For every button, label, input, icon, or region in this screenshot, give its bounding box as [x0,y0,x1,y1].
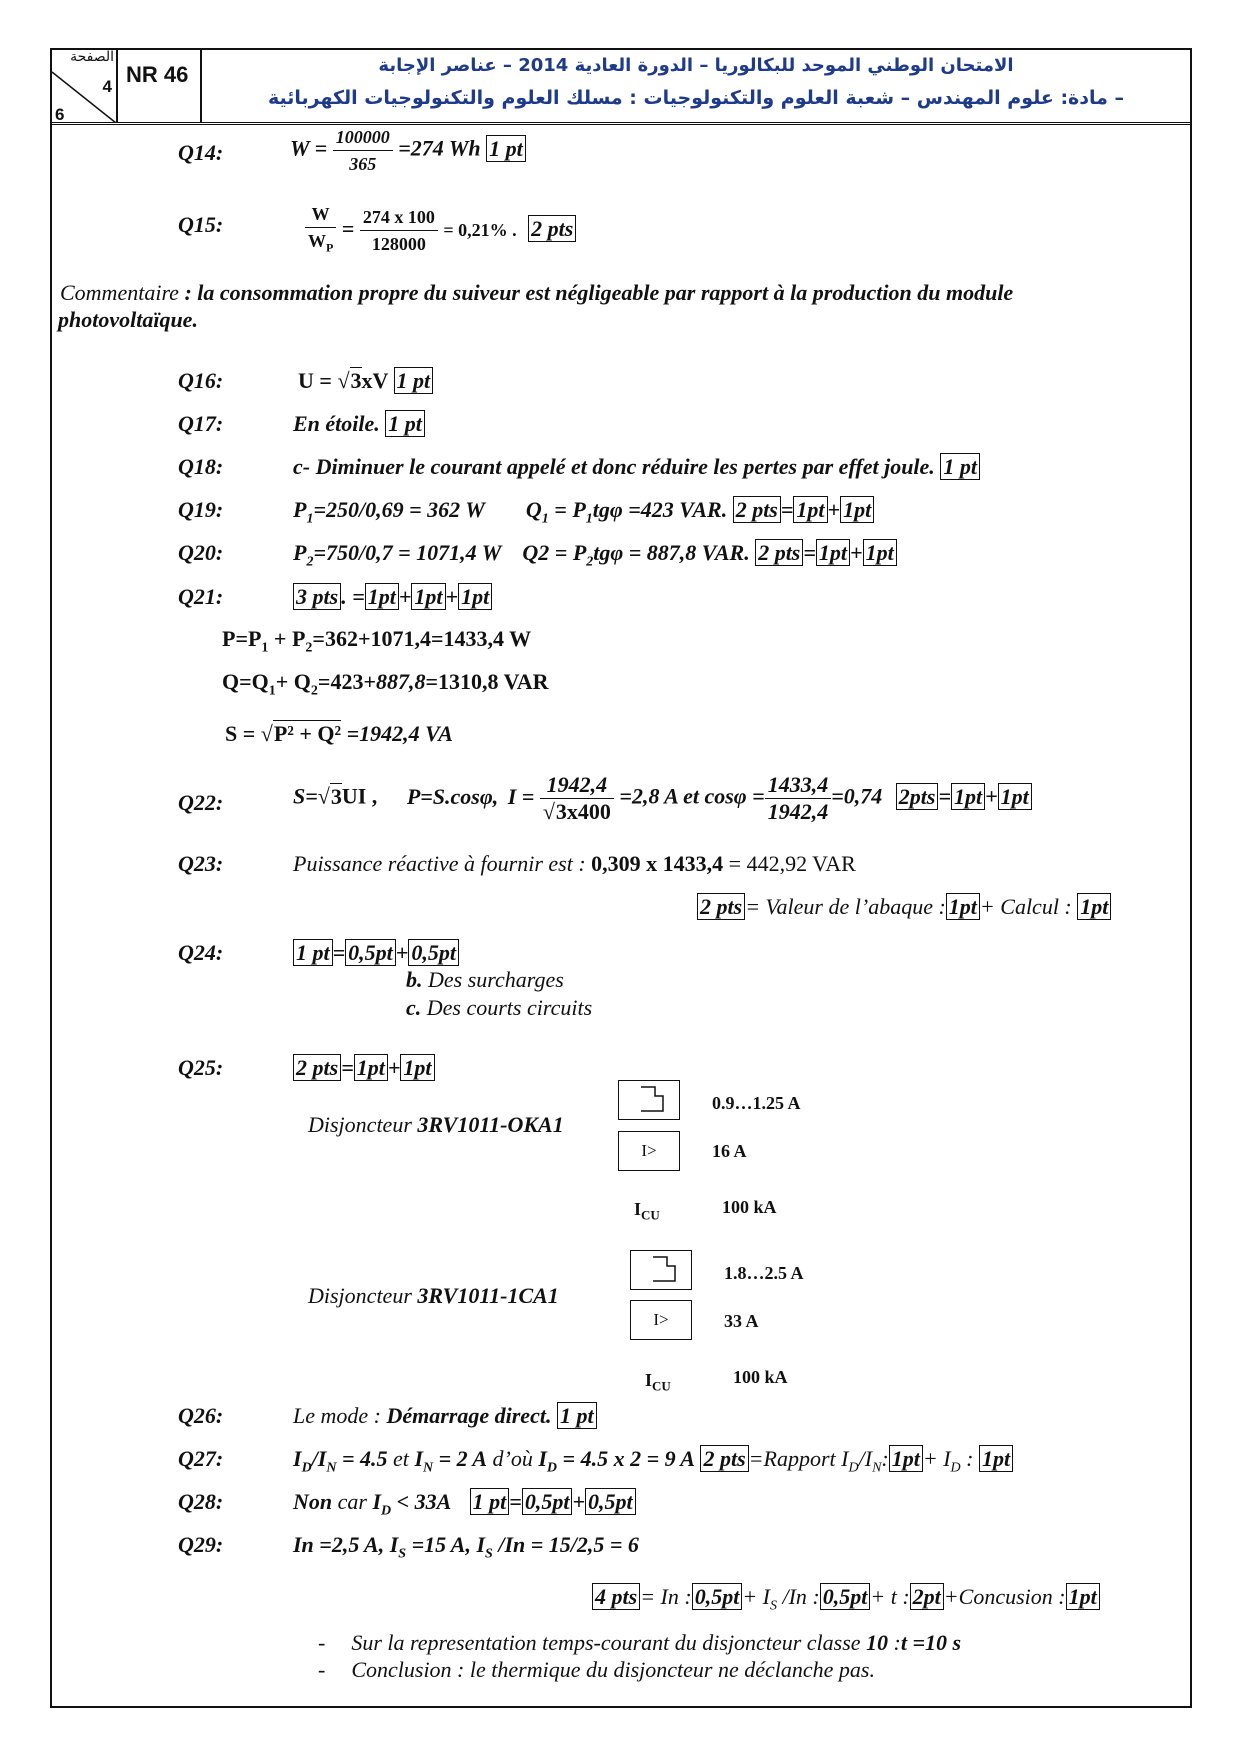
breaker-1-magnetic-value: 16 A [712,1141,747,1161]
q15-points: 2 pts [528,215,576,242]
breaker-1-label: Disjoncteur 3RV1011-OKA1 [308,1112,564,1137]
q26-answer: Le mode : Démarrage direct. 1 pt [293,1403,597,1429]
q20-points: 2 pts [755,539,803,566]
breaker-2-magnetic-symbol: I> [630,1300,692,1340]
q21-line-s: S = √P² + Q² =1942,4 VA [225,721,453,746]
q15-eq: = [341,215,355,241]
q26-points: 1 pt [557,1402,597,1429]
breaker-2-magnetic-value: 33 A [724,1311,759,1331]
q20-answer: $P_2=750/0,7 = 1071,4$ W $Q2 = P_2tg\varphi = 887,8$ VAR. 2 pts = 1pt + 1pt [293,540,897,575]
q22-cos-fraction: $\frac{1433,4}{1942,4}$ [765,772,832,825]
q29-label: Q29: [178,1532,224,1557]
q19-label: Q19: [178,497,224,522]
page-number: 4 [102,77,112,96]
q23-answer: Puissance réactive à fournir est : 0,309 x 1433,4 = 442,92 VAR [293,851,856,876]
breaker-2-thermal-symbol [630,1250,692,1290]
q25-points: 2 pts [293,1054,341,1081]
exam-code: NR 46 [126,62,189,87]
thermal-trip-icon [631,1251,691,1289]
header-title: الامتحان الوطني الموحد للبكالوريا – الدورة العادية 2014 – عناصر الإجابة [378,55,1014,76]
q21-line-q: $Q=Q_1+ Q_2=423+887,8=1310,8$ VAR [222,669,549,699]
q23-points-line: 2 pts = Valeur de l’abaque : 1pt + Calcul : 1pt [697,894,1111,920]
breaker-2-icu-value: 100 kA [733,1367,788,1387]
q22-points: 2pts [896,783,939,810]
q29-note-1: - Sur la representation temps-courant du disjoncteur classe 10 :t =10 s [318,1630,962,1655]
q19-points: 2 pts [733,496,781,523]
breaker-1-magnetic-symbol: I> [618,1131,680,1171]
q28-label: Q28: [178,1489,224,1514]
q14-points: 1 pt [486,135,526,162]
breaker-1-thermal-symbol [618,1080,680,1120]
q15-num2: 274 x 100 [360,204,438,231]
q15-answer [305,201,576,261]
q21-points-line: 3 pts . = 1pt + 1pt + 1pt [293,584,492,610]
q15-den2: 128000 [371,234,426,255]
q27-label: Q27: [178,1446,224,1471]
q15-fraction-value [360,204,438,257]
breaker-1-thermal-range: 0.9…1.25 A [712,1093,801,1113]
q14-label: Q14: [178,140,224,165]
breaker-1-icu-value: 100 kA [722,1197,777,1217]
breaker-2-icu-label: $I_{CU}$ [645,1370,671,1394]
comment-text: : la consommation propre du suiveur est négligeable par rapport à la production du module [178,280,1014,305]
q29-points: 4 pts [592,1583,640,1610]
q24-label: Q24: [178,940,224,965]
q18-points: 1 pt [940,453,980,480]
q14-lhs: W = [290,135,328,161]
q29-note-2: - Conclusion : le thermique du disjoncteur ne déclanche pas. [318,1657,875,1682]
q20-label: Q20: [178,540,224,565]
q24-points: 1 pt [293,939,333,966]
q14-answer [290,124,526,177]
q25-points-line: 2 pts = 1pt + 1pt [293,1055,435,1081]
q27-answer: $I_D/I_N = 4.5$ et $I_N = 2$ A d’où $I_D = 4.5$ x 2 = 9 A 2 pts =Rapport $I_D/I_N$: $1pt + I_D$ : 1pt [293,1446,1013,1481]
q14-rhs: =274 Wh [398,135,481,161]
q17-label: Q17: [178,411,224,436]
q26-label: Q26: [178,1403,224,1428]
q18-label: Q18: [178,454,224,479]
comment-line2: photovoltaïque. [58,307,198,332]
q29-answer: In =2,5 A, $I_S =15$ A, $I_S$ /In = 15/2,5 = 6 [293,1532,639,1562]
q16-points: 1 pt [394,367,434,394]
q15-rhs: = 0,21% . [443,219,517,240]
q21-points: 3 pts [293,583,341,610]
q21-label: Q21: [178,584,224,609]
comment-line1 [60,280,1013,306]
q19-answer: $P_1=250/0,69 = 362$ W $Q_1 = P_1tg\varphi =423$ VAR. 2 pts = 1pt + 1pt [293,497,874,532]
q16-label: Q16: [178,368,224,393]
q21-line-p: $P=P_1 + P_2=362+1071,4=1433,4$ W [222,626,532,656]
q14-fraction [333,124,393,177]
breaker-2-thermal-range: 1.8…2.5 A [724,1263,804,1283]
breaker-1-icu-label: $I_{CU}$ [634,1199,660,1223]
q17-answer: En étoile. 1 pt [293,411,425,437]
q14-denominator: 365 [349,154,377,174]
q25-label: Q25: [178,1055,224,1080]
q18-answer: c- Diminuer le courant appelé et donc réduire les pertes par effet joule. 1 pt [293,454,980,480]
q24-item-b: b. Des surcharges [406,967,564,992]
header-subtitle: – مادة: علوم المهندس – شعبة العلوم والتكنولوجيات : مسلك العلوم والتكنولوجيات الكهربائية [267,87,1125,109]
q27-points: 2 pts [700,1445,748,1472]
q15-fraction-w [305,201,336,261]
breaker-2-label: Disjoncteur 3RV1011-1CA1 [308,1283,559,1308]
q16-answer: U = √3xV 1 pt [298,368,433,394]
q23-label: Q23: [178,851,224,876]
q28-answer: Non car $I_D < 33A$ 1 pt = 0,5pt + 0,5pt [293,1489,636,1524]
q23-points: 2 pts [697,893,745,920]
q15-den1: $W_P$ [308,231,334,255]
thermal-trip-icon [619,1081,679,1119]
comment-label: Commentaire [60,280,179,305]
q14-numerator: 100000 [333,124,393,151]
q22-answer: S=√3UI , P=S.cosφ, I = $\frac{1942,4}{√3x400}$ =2,8 A et cosφ = $\frac{1433,4}{1942,4}$ =0,74 2pts = 1pt + 1pt [293,772,1032,825]
page-total: 6 [55,105,65,124]
q28-points: 1 pt [470,1488,510,1515]
q17-points: 1 pt [385,410,425,437]
q15-label: Q15: [178,212,224,237]
q24-points-line: 1 pt = 0,5pt + 0,5pt [293,940,459,966]
q24-item-c: c. Des courts circuits [406,995,593,1020]
q29-points-line: 4 pts = In : $0,5pt + I_S$ /In : 0,5pt + t : 2pt +Concusion : 1pt [592,1584,1100,1619]
page-label: الصفحة [70,49,114,65]
q22-current-fraction: $\frac{1942,4}{√3x400}$ [540,772,614,825]
q22-label: Q22: [178,790,224,815]
q15-num1: W [305,201,336,228]
